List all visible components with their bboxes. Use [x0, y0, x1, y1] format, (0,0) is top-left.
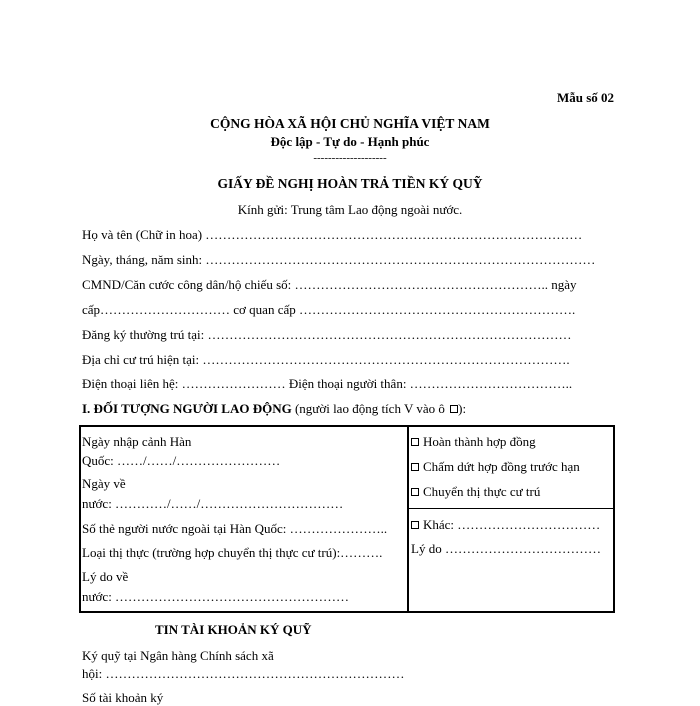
account-heading: TIN TÀI KHOẢN KÝ QUỸ	[155, 622, 312, 637]
form-number: Mẫu số 02	[557, 90, 615, 105]
visa-type-field[interactable]: Loại thị thực (trường hợp chuyển thị thực cư trú):……….	[82, 545, 383, 560]
checkbox-icon	[450, 405, 458, 413]
return-reason-field[interactable]: nước: ………………………………………………	[82, 589, 350, 604]
country-name: CỘNG HÒA XÃ HỘI CHỦ NGHĨA VIỆT NAM	[210, 116, 490, 131]
table-divider-horizontal	[409, 508, 615, 509]
return-reason-label: Lý do về	[82, 569, 129, 584]
permanent-address-field[interactable]: Đăng ký thường trú tại: …………………………………………………………………………	[82, 327, 572, 342]
entry-date-label: Ngày nhập cảnh Hàn	[82, 434, 192, 449]
section1-title: I. ĐỐI TƯỢNG NGƯỜI LAO ĐỘNG	[82, 401, 292, 416]
option-label: Chấm dứt hợp đồng trước hạn	[423, 459, 580, 474]
alien-card-field[interactable]: Số thẻ người nước ngoài tại Hàn Quốc: …………………..	[82, 521, 388, 536]
other-reason-field[interactable]: Lý do ………………………………	[411, 541, 601, 556]
section1-note: (người lao động tích V vào ô	[291, 401, 449, 416]
option-terminate-early[interactable]	[411, 459, 580, 475]
checkbox-icon[interactable]	[411, 438, 419, 446]
recipient: Kính gửi: Trung tâm Lao động ngoài nước.	[237, 202, 463, 217]
option-change-visa[interactable]	[411, 484, 540, 500]
checkbox-icon[interactable]	[411, 521, 419, 529]
option-other[interactable]	[411, 517, 600, 533]
id-issue-field[interactable]: cấp………………………… cơ quan cấp ……………………………………………………….	[82, 302, 576, 317]
phone-field[interactable]: Điện thoại liên hệ: …………………… Điện thoại người thân: ………………………………..	[82, 376, 573, 391]
checkbox-icon[interactable]	[411, 463, 419, 471]
header-separator: --------------------	[313, 152, 387, 164]
section1-heading	[82, 401, 466, 417]
bank-label: Ký quỹ tại Ngân hàng Chính sách xã	[82, 648, 274, 663]
return-date-field[interactable]: nước: …………/……/……………………………	[82, 496, 344, 511]
table-divider-vertical	[407, 425, 409, 613]
entry-date-field[interactable]: Quốc: ……/……/……………………	[82, 453, 281, 468]
option-label: Hoàn thành hợp đồng	[423, 434, 536, 449]
option-complete-contract[interactable]	[411, 434, 536, 450]
option-label: Khác: ……………………………	[423, 517, 601, 532]
motto: Độc lập - Tự do - Hạnh phúc	[270, 134, 430, 149]
dob-field[interactable]: Ngày, tháng, năm sinh: ………………………………………………………………………………	[82, 252, 596, 267]
return-date-label: Ngày về	[82, 476, 126, 491]
id-number-field[interactable]: CMND/Căn cước công dân/hộ chiếu số: ………………………………………………….. ngày	[82, 277, 577, 292]
checkbox-icon[interactable]	[411, 488, 419, 496]
document-title: GIẤY ĐỀ NGHỊ HOÀN TRẢ TIỀN KÝ QUỸ	[217, 176, 483, 191]
account-number-label: Số tài khoản ký	[82, 690, 164, 705]
bank-field[interactable]: hội: ……………………………………………………………	[82, 666, 405, 681]
full-name-field[interactable]: Họ và tên (Chữ in hoa) ……………………………………………………………………………	[82, 227, 583, 242]
current-address-field[interactable]: Địa chỉ cư trú hiện tại: ………………………………………………………………………….	[82, 352, 570, 367]
section1-note-end: ):	[458, 401, 467, 416]
option-label: Chuyển thị thực cư trú	[423, 484, 541, 499]
